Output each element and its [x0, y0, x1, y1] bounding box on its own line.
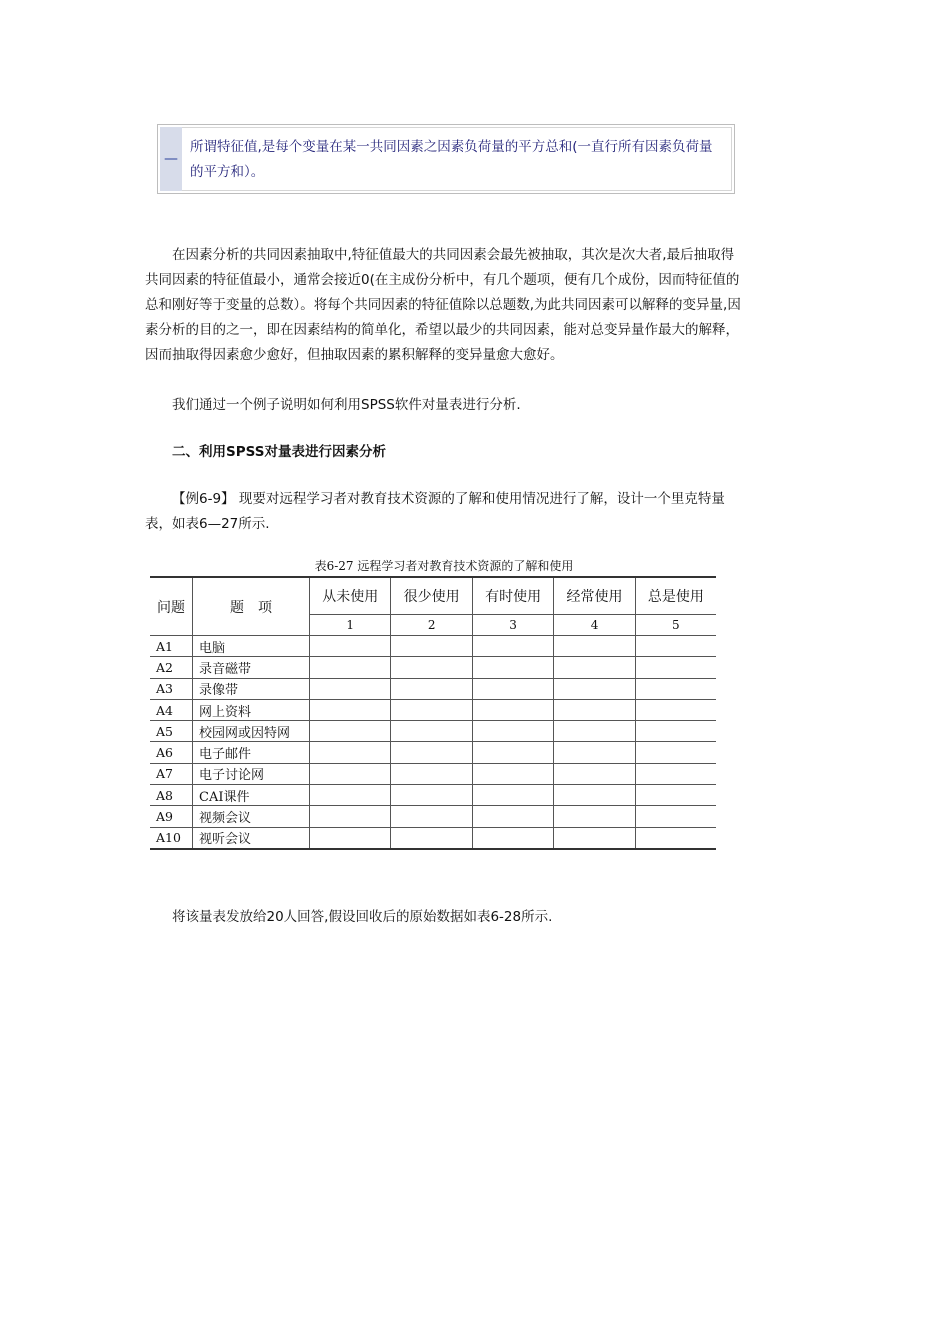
row-code: A5	[150, 721, 193, 742]
rating-cell	[472, 827, 553, 849]
scale-value-4: 4	[554, 615, 635, 636]
rating-cell	[635, 657, 716, 678]
table-row	[150, 742, 716, 763]
rating-cell	[635, 742, 716, 763]
header-item: 题 项	[193, 577, 310, 636]
rating-cell	[554, 806, 635, 827]
rating-cell	[310, 806, 391, 827]
row-item: 网上资料	[193, 699, 310, 720]
rating-cell	[635, 827, 716, 849]
row-item: 录像带	[193, 678, 310, 699]
table-header-row	[150, 577, 716, 615]
row-code: A9	[150, 806, 193, 827]
header-scale-5: 总是使用	[635, 577, 716, 615]
rating-cell	[472, 678, 553, 699]
definition-note-box	[157, 124, 735, 194]
row-code: A7	[150, 763, 193, 784]
note-marker-dash: —	[164, 151, 178, 167]
rating-cell	[391, 742, 472, 763]
note-text: 所谓特征值,是每个变量在某一共同因素之因素负荷量的平方总和(一直行所有因素负荷量的平方和）。	[190, 139, 713, 180]
header-question-code: 问题	[150, 577, 193, 636]
rating-cell	[472, 699, 553, 720]
rating-cell	[310, 678, 391, 699]
rating-cell	[554, 678, 635, 699]
rating-cell	[472, 636, 553, 657]
row-item: 电子讨论网	[193, 763, 310, 784]
likert-table-figure	[150, 556, 718, 850]
paragraph-example-intro: 我们通过一个例子说明如何利用SPSS软件对量表进行分析.	[172, 397, 521, 413]
rating-cell	[310, 657, 391, 678]
row-item: 视听会议	[193, 827, 310, 849]
rating-cell	[391, 699, 472, 720]
note-marker-bar	[160, 127, 182, 191]
rating-cell	[635, 678, 716, 699]
rating-cell	[310, 721, 391, 742]
rating-cell	[391, 657, 472, 678]
table-row	[150, 827, 716, 849]
rating-cell	[310, 742, 391, 763]
rating-cell	[310, 827, 391, 849]
rating-cell	[391, 721, 472, 742]
row-item: 电子邮件	[193, 742, 310, 763]
rating-cell	[310, 763, 391, 784]
rating-cell	[472, 785, 553, 806]
rating-cell	[472, 742, 553, 763]
row-item: 校园网或因特网	[193, 721, 310, 742]
scale-value-2: 2	[391, 615, 472, 636]
table-row	[150, 657, 716, 678]
row-item: CAI课件	[193, 785, 310, 806]
rating-cell	[554, 763, 635, 784]
rating-cell	[635, 763, 716, 784]
rating-cell	[554, 827, 635, 849]
rating-cell	[391, 827, 472, 849]
section-heading: 二、利用SPSS对量表进行因素分析	[172, 444, 386, 460]
row-item: 电脑	[193, 636, 310, 657]
row-code: A8	[150, 785, 193, 806]
rating-cell	[635, 699, 716, 720]
table-row	[150, 763, 716, 784]
likert-table	[150, 576, 716, 850]
scale-value-1: 1	[310, 615, 391, 636]
rating-cell	[554, 721, 635, 742]
row-code: A3	[150, 678, 193, 699]
rating-cell	[391, 636, 472, 657]
header-scale-1: 从未使用	[310, 577, 391, 615]
table-row	[150, 785, 716, 806]
table-row	[150, 806, 716, 827]
header-scale-2: 很少使用	[391, 577, 472, 615]
rating-cell	[635, 785, 716, 806]
row-item: 录音磁带	[193, 657, 310, 678]
row-code: A6	[150, 742, 193, 763]
row-code: A10	[150, 827, 193, 849]
row-code: A2	[150, 657, 193, 678]
rating-cell	[554, 636, 635, 657]
rating-cell	[635, 636, 716, 657]
paragraph-eigenvalue: 在因素分析的共同因素抽取中,特征值最大的共同因素会最先被抽取，其次是次大者,最后抽取得共同因素的特征值最小，通常会接近0(在主成份分析中，有几个题项，便有几个成份，因而特征值的总和刚好等于变量的总数）。将每个共同因素的特征值除以总题数,为此共同因素可以解释的变异量,因素分析的目的之一，即在因素结构的简单化，希望以最少的共同因素，能对总变异量作最大的解释，因而抽取得因素愈少愈好，但抽取因素的累积解释的变异量愈大愈好。	[145, 247, 741, 363]
rating-cell	[554, 785, 635, 806]
rating-cell	[472, 806, 553, 827]
row-item: 视频会议	[193, 806, 310, 827]
rating-cell	[554, 699, 635, 720]
scale-value-5: 5	[635, 615, 716, 636]
rating-cell	[391, 806, 472, 827]
header-scale-3: 有时使用	[472, 577, 553, 615]
rating-cell	[554, 742, 635, 763]
rating-cell	[310, 636, 391, 657]
table-row	[150, 699, 716, 720]
paragraph-data-note: 将该量表发放给20人回答,假设回收后的原始数据如表6-28所示.	[172, 909, 553, 925]
rating-cell	[472, 763, 553, 784]
rating-cell	[310, 785, 391, 806]
rating-cell	[554, 657, 635, 678]
table-row	[150, 678, 716, 699]
rating-cell	[391, 678, 472, 699]
rating-cell	[635, 806, 716, 827]
rating-cell	[635, 721, 716, 742]
rating-cell	[391, 785, 472, 806]
row-code: A4	[150, 699, 193, 720]
rating-cell	[391, 763, 472, 784]
table-row	[150, 721, 716, 742]
header-scale-4: 经常使用	[554, 577, 635, 615]
paragraph-example-6-9: 【例6-9】 现要对远程学习者对教育技术资源的了解和使用情况进行了解，设计一个里克特量表，如表6—27所示.	[145, 491, 725, 532]
rating-cell	[310, 699, 391, 720]
table-caption: 表6-27 远程学习者对教育技术资源的了解和使用	[314, 559, 574, 573]
table-row	[150, 636, 716, 657]
rating-cell	[472, 657, 553, 678]
rating-cell	[472, 721, 553, 742]
scale-value-3: 3	[472, 615, 553, 636]
row-code: A1	[150, 636, 193, 657]
